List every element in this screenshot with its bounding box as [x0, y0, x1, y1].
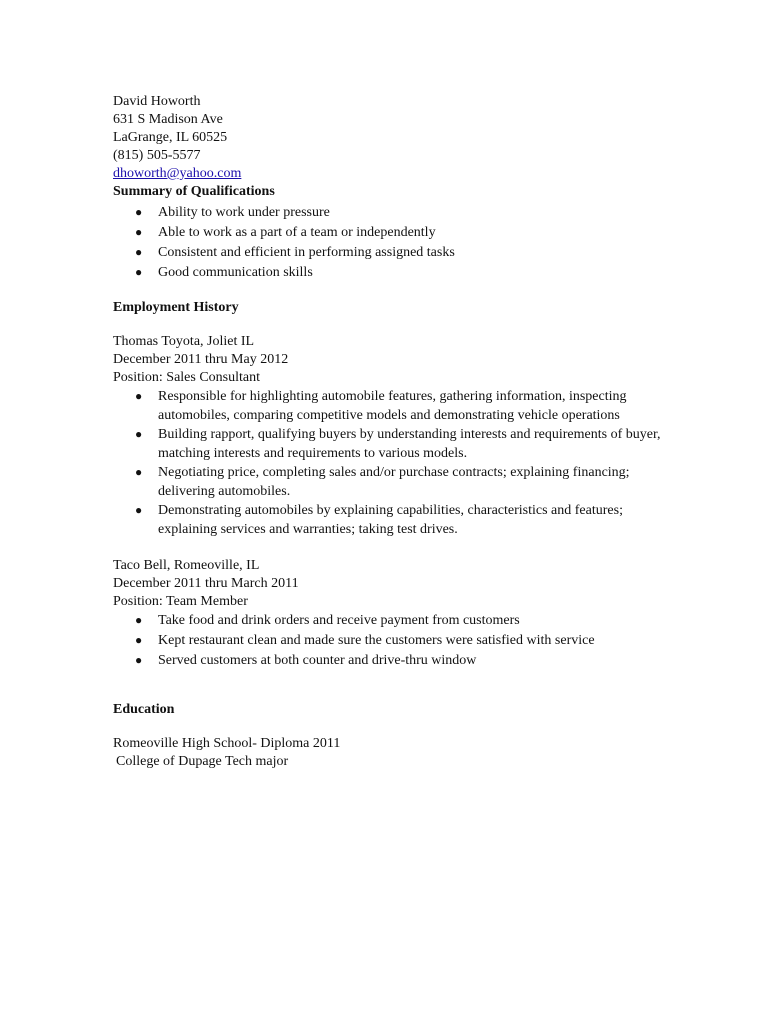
list-item: ● Take food and drink orders and receive payment from customers	[135, 613, 520, 628]
education-heading: Education	[113, 702, 175, 717]
job-dates: December 2011 thru May 2012	[113, 352, 289, 367]
education-section	[113, 701, 673, 771]
job-duties-list	[113, 611, 673, 670]
list-item: ● Responsible for highlighting automobile features, gathering information, inspecting automobiles, comparing competitive models and demonstrating vehicle operations	[135, 389, 627, 423]
bullet-icon: ●	[135, 265, 143, 279]
summary-list	[113, 203, 673, 282]
employment-heading: Employment History	[113, 300, 239, 315]
summary-heading: Summary of Qualifications	[113, 184, 275, 199]
contact-block	[113, 93, 673, 183]
list-item: ● Able to work as a part of a team or independently	[135, 225, 436, 240]
employment-section	[113, 299, 673, 670]
job-employer: Taco Bell, Romeoville, IL	[113, 558, 260, 573]
bullet-icon: ●	[135, 427, 143, 441]
resume-document	[113, 93, 673, 771]
job-entry	[113, 333, 673, 539]
contact-city: LaGrange, IL 60525	[113, 130, 228, 145]
bullet-icon: ●	[135, 389, 143, 403]
contact-street: 631 S Madison Ave	[113, 112, 223, 127]
list-item: ● Ability to work under pressure	[135, 205, 330, 220]
list-item: ● Negotiating price, completing sales and/or purchase contracts; explaining financing; delivering automobiles.	[135, 465, 630, 499]
list-item: ● Demonstrating automobiles by explaining capabilities, characteristics and features; explaining services and warranties; taking test drives.	[135, 503, 623, 537]
job-employer: Thomas Toyota, Joliet IL	[113, 334, 255, 349]
bullet-icon: ●	[135, 245, 143, 259]
list-item: ● Consistent and efficient in performing assigned tasks	[135, 245, 455, 260]
job-duties-list	[113, 387, 673, 539]
education-college: College of Dupage Tech major	[116, 754, 289, 769]
bullet-icon: ●	[135, 465, 143, 479]
list-item: ● Kept restaurant clean and made sure the customers were satisfied with service	[135, 633, 595, 648]
contact-phone: (815) 505-5577	[113, 148, 201, 163]
bullet-icon: ●	[135, 205, 143, 219]
job-position: Position: Sales Consultant	[113, 370, 261, 385]
list-item: ● Served customers at both counter and drive-thru window	[135, 653, 477, 668]
job-position: Position: Team Member	[113, 594, 248, 609]
bullet-icon: ●	[135, 503, 143, 517]
job-dates: December 2011 thru March 2011	[113, 576, 299, 591]
bullet-icon: ●	[135, 653, 143, 667]
list-item: ● Building rapport, qualifying buyers by understanding interests and requirements of buyer, matching interests and requirements to various models.	[135, 427, 661, 461]
contact-name: David Howorth	[113, 94, 201, 109]
job-entry	[113, 557, 673, 670]
summary-section	[113, 183, 673, 282]
list-item: ● Good communication skills	[135, 265, 313, 280]
bullet-icon: ●	[135, 613, 143, 627]
bullet-icon: ●	[135, 633, 143, 647]
bullet-icon: ●	[135, 225, 143, 239]
education-school: Romeoville High School- Diploma 2011	[113, 736, 341, 751]
contact-email-link[interactable]: dhoworth@yahoo.com	[113, 166, 242, 181]
